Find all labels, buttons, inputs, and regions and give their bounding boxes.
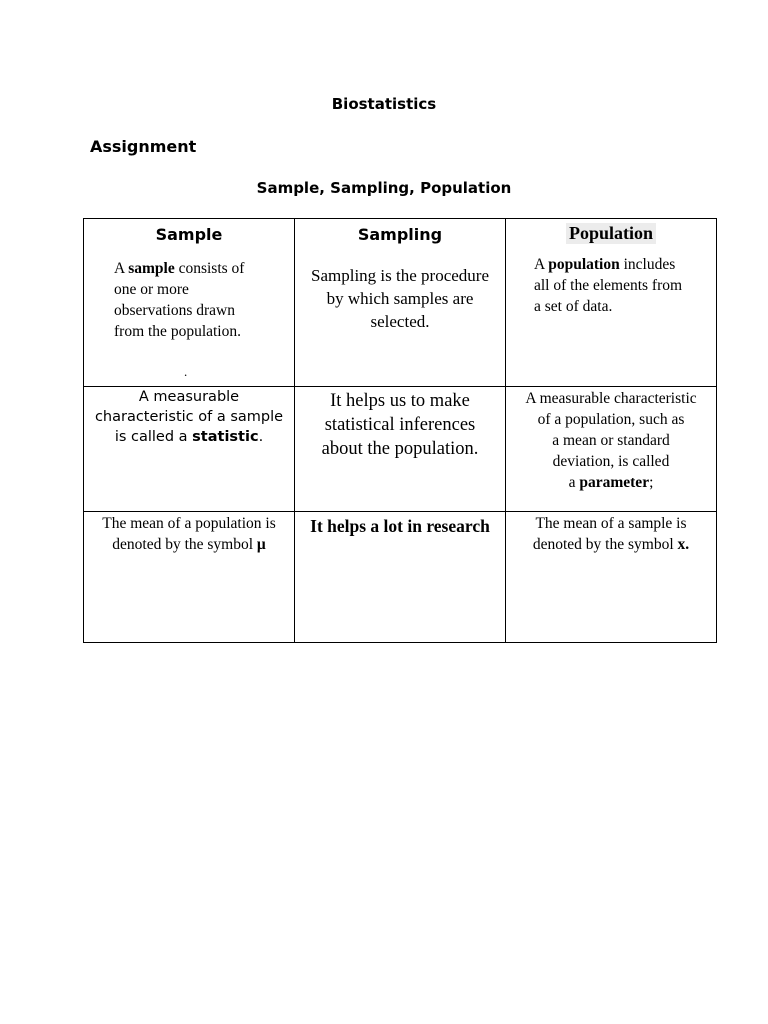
text-fragment: denoted by the symbol — [532, 536, 678, 553]
research-text: It helps a lot in research — [310, 516, 490, 536]
text-line: deviation, is called — [552, 453, 670, 470]
comparison-table — [83, 218, 717, 643]
text-line: from the population. — [114, 323, 241, 340]
text-line: by which samples are — [326, 289, 474, 308]
text-line: one or more — [114, 281, 189, 298]
column-header-sample: Sample — [155, 225, 223, 244]
text-fragment: A — [114, 260, 129, 277]
column-header-sampling: Sampling — [357, 225, 443, 244]
text-fragment: consists of — [174, 260, 245, 277]
text-fragment: a — [568, 474, 580, 491]
stray-dot: . — [184, 364, 188, 379]
sampling-purpose-text — [295, 389, 505, 461]
parameter-text — [506, 388, 716, 493]
table-cell-sample-definition — [84, 219, 295, 387]
text-line: about the population. — [321, 439, 479, 459]
text-line: It helps us to make — [330, 391, 470, 411]
bold-term-statistic: statistic — [192, 429, 259, 445]
text-line: of a population, such as — [537, 411, 685, 428]
text-fragment: includes — [619, 256, 676, 273]
statistic-text — [84, 387, 294, 447]
text-line: The mean of a population is — [102, 515, 276, 532]
text-line: characteristic of a sample — [94, 409, 284, 425]
bold-term-population: population — [548, 256, 620, 273]
text-line: A measurable — [138, 389, 240, 405]
text-fragment: A — [534, 256, 549, 273]
table-row — [84, 219, 717, 387]
bold-term-sample: sample — [128, 260, 175, 277]
text-line: selected. — [370, 312, 430, 331]
population-mean-text — [84, 513, 294, 555]
bold-term-parameter: parameter — [579, 474, 650, 491]
table-cell-research — [295, 512, 506, 643]
text-line: A measurable characteristic — [525, 390, 697, 407]
sample-definition-text — [114, 258, 294, 342]
sampling-definition-text — [295, 264, 505, 333]
table-cell-population-definition — [506, 219, 717, 387]
table-row — [84, 387, 717, 512]
mu-symbol: μ — [256, 536, 266, 553]
text-fragment: . — [258, 429, 264, 445]
sample-mean-text — [506, 513, 716, 555]
table-cell-sampling-purpose — [295, 387, 506, 512]
document-subtitle: Sample, Sampling, Population — [256, 179, 512, 197]
column-header-population: Population — [566, 223, 656, 244]
table-cell-sampling-definition — [295, 219, 506, 387]
population-definition-text — [534, 254, 716, 317]
table-row — [84, 512, 717, 643]
text-line: statistical inferences — [324, 415, 476, 435]
text-line: a mean or standard — [552, 432, 670, 449]
table-cell-sample-mean — [506, 512, 717, 643]
text-line: a set of data. — [534, 298, 613, 315]
text-line: all of the elements from — [534, 277, 683, 294]
text-fragment: is called a — [114, 429, 193, 445]
table-cell-statistic — [84, 387, 295, 512]
text-fragment: denoted by the symbol — [112, 536, 257, 553]
text-line: The mean of a sample is — [535, 515, 687, 532]
text-line: Sampling is the procedure — [311, 266, 489, 285]
x-symbol: x. — [677, 536, 690, 553]
table-cell-parameter — [506, 387, 717, 512]
table-cell-population-mean — [84, 512, 295, 643]
text-fragment: ; — [649, 474, 654, 491]
document-title: Biostatistics — [331, 95, 437, 113]
assignment-label: Assignment — [90, 137, 197, 156]
text-line: observations drawn — [114, 302, 235, 319]
